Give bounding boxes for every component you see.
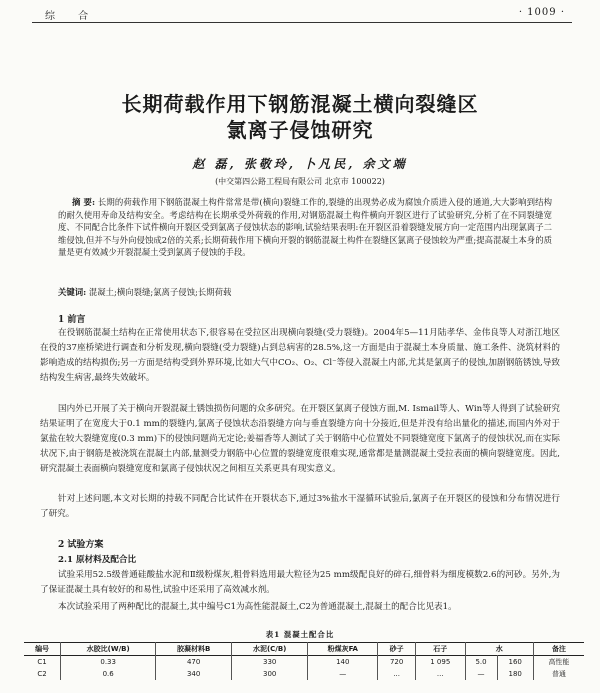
table-header-cell: 胶凝材料B — [156, 643, 232, 656]
table-header-cell: 粉煤灰FA — [308, 643, 378, 656]
table-cell: 0.6 — [61, 668, 156, 680]
table-cell: 普通 — [533, 668, 584, 680]
table-header-cell: 水胶比(W/B) — [61, 643, 156, 656]
author-affiliation: (中交第四公路工程局有限公司 北京市 100022) — [215, 177, 385, 186]
section-heading-test-plan: 2 试验方案 — [58, 540, 104, 550]
materials-paragraph-1: 试验采用52.5级普通硅酸盐水泥和Ⅱ级粉煤灰,粗骨料选用最大粒径为25 mm级配良好的碎石,细骨料为细度模数2.6的河砂。另外,为了保证混凝土具有较好的和易性,试验中还采用了高效减水剂。 — [40, 570, 560, 595]
section-heading-introduction: 1 前言 — [58, 315, 86, 325]
table-row — [24, 656, 584, 669]
abstract — [58, 196, 552, 259]
table-header-cell: 编号 — [35, 645, 50, 653]
table-cell: 330 — [232, 656, 308, 669]
table-header-cell: 水泥(C/B) — [232, 643, 308, 656]
table-cell: 300 — [232, 668, 308, 680]
table-cell: 160 — [497, 656, 533, 669]
header-section-label: 综 合 — [45, 11, 99, 22]
table-cell: 340 — [156, 668, 232, 680]
author-list: 赵 磊, 张敬玲, 卜凡民, 余文端 — [192, 157, 408, 171]
table-cell: ... — [415, 668, 465, 680]
table-caption: 表1 混凝土配合比 — [265, 630, 335, 639]
table-cell: 5.0 — [465, 656, 497, 669]
paper-title-line-1: 长期荷载作用下钢筋混凝土横向裂缝区 — [121, 92, 479, 116]
table-header-cell: 砂子 — [378, 643, 416, 656]
abstract-label: 摘 要: — [72, 197, 96, 207]
materials-paragraph-2: 本次试验采用了两种配比的混凝土,其中编号C1为高性能混凝土,C2为普通混凝土,混凝土的配合比见表1。 — [58, 602, 457, 612]
table-cell: ... — [378, 668, 416, 680]
intro-paragraph-3: 针对上述问题,本文对长期的持载不同配合比试件在开裂状态下,通过3%盐水干湿循环试验后,氯离子在开裂区的侵蚀和分布情况进行了研究。 — [40, 494, 560, 519]
paper-title-line-2: 氯离子侵蚀研究 — [226, 118, 374, 142]
table-cell: — — [308, 668, 378, 680]
table-cell: 720 — [378, 656, 416, 669]
intro-paragraph-2: 国内外已开展了关于横向开裂混凝土锈蚀损伤问题的众多研究。在开裂区氯离子侵蚀方面,M. Ismail等人、Win等人得到了试验研究结果证明了在宽度大于0.1 mm的裂缝内,氯离子侵蚀状态沿裂缝方向与垂直裂缝方向十分接近,但是并没有给出量化的描述,而国内外对于氯盐在较大裂缝宽度(0.3 mm)下的侵蚀问题尚无定论;姜福香等人测试了关于钢筋中心位置处不同裂缝宽度下氯离子的侵蚀状况,而在实际状况下,由于钢筋是被浇筑在混凝土内部,量测受力钢筋中心位置的裂缝宽度很难实现,通常都是量测混凝土受拉表面的横向裂缝宽度。因此,研究混凝土表面横向裂缝宽度和氯离子侵蚀状况之间相互关系更具有现实意义。 — [40, 404, 560, 474]
header-rule — [32, 22, 572, 23]
table-header-row — [24, 643, 584, 656]
header-page-number: · 1009 · — [518, 7, 565, 18]
running-header — [0, 0, 600, 24]
intro-paragraph-1: 在役钢筋混凝土结构在正常使用状态下,很容易在受拉区出现横向裂缝(受力裂缝)。2004年5—11月陆孝华、金伟良等人对浙江地区在役的37座桥梁进行调查和分析发现,横向裂缝(受力裂缝)占到总病害的28.5%,这一方面是由于混凝土本身质量、施工条件、浇筑材料的影响造成的结构损伤;另一方面是结构受到外界环境,比如大气中CO₂、O₂、Cl⁻等侵入混凝土内部,尤其是氯离子的侵蚀,加剧钢筋锈蚀,导致结构发生病害,最终失效破坏。 — [40, 328, 560, 383]
table-header-cell: 石子 — [415, 643, 465, 656]
table-cell: 180 — [497, 668, 533, 680]
table-cell: 470 — [156, 656, 232, 669]
table-row — [24, 668, 584, 680]
mix-proportion-table — [24, 642, 584, 680]
table-cell: C1 — [37, 658, 47, 666]
keywords-label: 关键词: — [58, 287, 87, 297]
table-cell: 0.33 — [61, 656, 156, 669]
table-header-cell: 水 — [465, 643, 533, 656]
table-cell: 高性能 — [533, 656, 584, 669]
table-header-cell: 备注 — [533, 643, 584, 656]
keywords — [58, 286, 552, 298]
table-cell: 1 095 — [415, 656, 465, 669]
table-cell: — — [465, 668, 497, 680]
subsection-heading-materials: 2.1 原材料及配合比 — [58, 555, 137, 565]
table-cell: 140 — [308, 656, 378, 669]
table-cell: C2 — [37, 670, 47, 678]
abstract-text: 长期的荷载作用下钢筋混凝土构件常常是带(横向)裂缝工作的,裂缝的出现势必成为腐蚀介质进入侵的通道,大大影响到结构的耐久使用寿命及结构安全。考虑结构在长期承受外荷载的作用,对钢筋混凝土构件横向开裂区进行了试验研究,分析了在不同裂缝宽度、不同配合比条件下试件横向开裂区受到氯离子侵蚀状态的影响,试验结果表明:在开裂区沿着裂缝发展方向一定范围内出现氯离子二维侵蚀,但并不与外向侵蚀成2倍的关系;长期荷载作用下横向开裂的钢筋混凝土构件在裂缝区氯离子侵蚀较为严重;提高混凝土本身的质量是更有效减少开裂混凝土受到氯离子侵蚀的手段。 — [58, 197, 552, 258]
keywords-text: 混凝土;横向裂缝;氯离子侵蚀;长期荷载 — [88, 287, 232, 297]
